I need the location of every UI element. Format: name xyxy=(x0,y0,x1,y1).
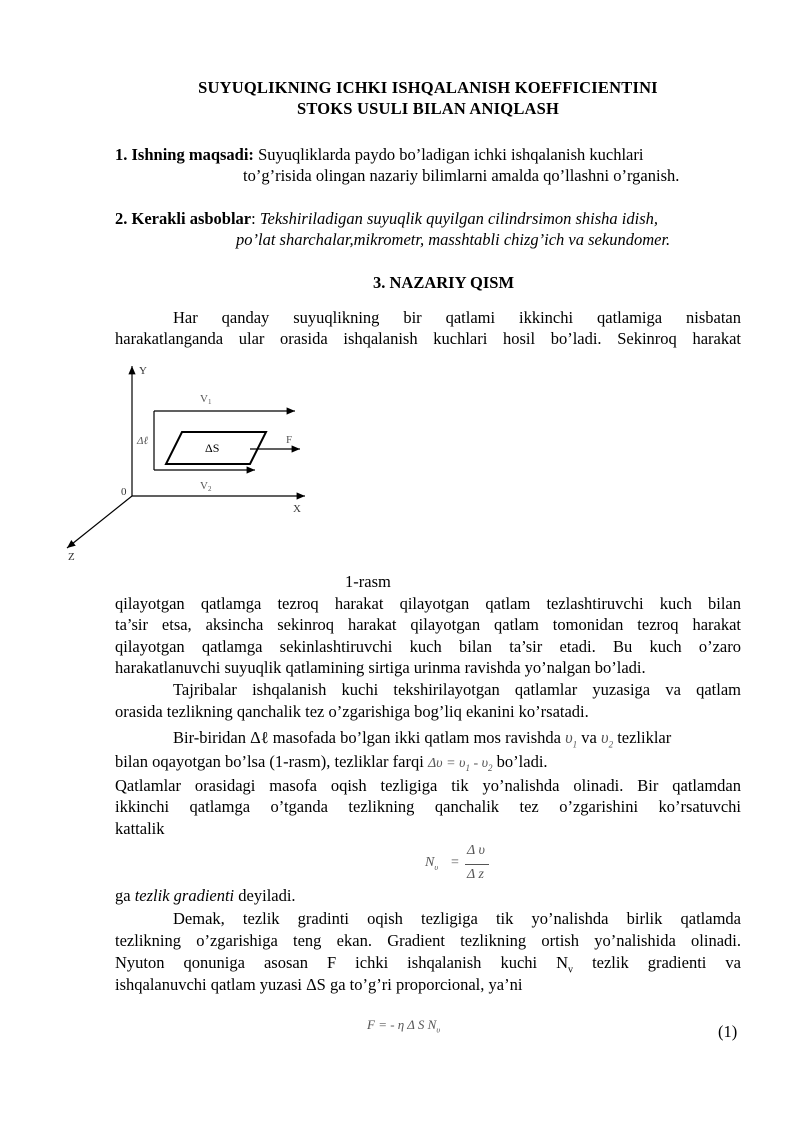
para4-line-2 xyxy=(115,752,548,773)
v1-label: V1 xyxy=(200,393,212,406)
velocity-difference-formula: $\Delta\upsilon = \upsilon_1 - \upsilon_2$ xyxy=(427,756,493,773)
section-1-line-1 xyxy=(115,145,643,165)
para2-line-1: qilayotgan qatlamga tezroq harakat qilayotgan qatlam tezlashtiruvchi kuch bilan xyxy=(115,594,741,613)
para6-line xyxy=(115,886,296,906)
origin-label: 0 xyxy=(121,486,127,498)
para5-line-2: ikkinchi qatlamga o’tganda tezlikning qanchalik tez o’zgarishini ko’rsatuvchi xyxy=(115,797,741,816)
section-2-colon: : xyxy=(251,209,260,228)
gradient-formula xyxy=(425,843,505,888)
section-2-text-2 xyxy=(236,230,670,250)
gradient-fraction-bar xyxy=(465,864,489,865)
para1-line-1: Har qanday suyuqlikning bir qatlami ikkinchi qatlamiga nisbatan xyxy=(173,308,741,327)
x-axis-label: X xyxy=(293,503,301,515)
para5-line-1: Qatlamlar orasidagi masofa oqish tezligiga tik yo’nalishda olinadi. Bir qatlamdan xyxy=(115,776,741,795)
para7-line-3b: tezlik gradienti va xyxy=(573,953,741,972)
z-axis-label: Z xyxy=(68,551,75,563)
para4-text-a: Bir-biridan Δℓ masofada bo’lgan ikki qatlam mos ravishda xyxy=(173,728,566,747)
gradient-numerator: Δ υ xyxy=(467,843,485,858)
y-axis-label: Y xyxy=(139,365,147,377)
para6-text-b: deyiladi. xyxy=(234,886,296,905)
para4-text-c: bilan oqayotgan bo’lsa (1-rasm), tezliklar farqi xyxy=(115,752,428,771)
para7-line-4: ishqalanuvchi qatlam yuzasi ΔS ga to’g’ri proporcional, ya’ni xyxy=(115,975,523,994)
title-line-1: SUYUQLIKNING ICHKI ISHQALANISH KOEFFICIENTINI xyxy=(198,78,658,97)
para4-text-va: va xyxy=(577,728,601,747)
gradient-denominator: Δ z xyxy=(467,867,484,882)
section-2-label: 2. Kerakli asboblar xyxy=(115,209,252,228)
para6-text-a: ga xyxy=(115,886,135,905)
force-label: F xyxy=(286,434,293,446)
figure-caption: 1-rasm xyxy=(345,572,391,591)
para1-line-2: harakatlanganda ular orasida ishqalanish kuchlari hosil bo’ladi. Sekinroq harakat xyxy=(115,329,741,348)
v2-symbol: $\upsilon_2$ xyxy=(601,728,614,750)
v1-symbol: $\upsilon_1$ xyxy=(565,728,578,750)
section-3-heading: 3. NAZARIY QISM xyxy=(373,273,515,292)
nv-subscript: v xyxy=(568,964,574,976)
section-2-text-2-italic: po’lat sharchalar,mikrometr, masshtabli chizg’ich va sekundomer. xyxy=(236,230,671,249)
para3-line-2: orasida tezlikning qanchalik tez o’zgarishiga bog’liq ekanini ko’rsatadi. xyxy=(115,702,589,721)
section-2-text-1: Tekshiriladigan suyuqlik quyilgan cilindrsimon shisha idish, xyxy=(259,209,659,228)
para5-line-3: kattalik xyxy=(115,819,165,838)
section-1-text-2: to’g’risida olingan nazariy bilimlarni amalda qo’llashni o’rganish. xyxy=(243,166,680,185)
delta-s-label: ΔS xyxy=(205,441,220,455)
para2-line-2: ta’sir etsa, aksincha sekinroq harakat qilayotgan qatlam tomonidan tezroq harakat xyxy=(115,615,741,634)
equation-number: (1) xyxy=(718,1022,738,1041)
gradient-lhs: $N_\upsilon$ xyxy=(425,855,439,872)
newton-formula: F = - η Δ S $N_\upsilon$ xyxy=(367,1017,440,1035)
z-axis-line xyxy=(67,496,132,548)
para3-line-1: Tajribalar ishqalanish kuchi tekshirilayotgan qatlamlar yuzasiga va qatlam xyxy=(173,680,741,699)
para7-line-3 xyxy=(115,953,741,975)
tezlik-gradienti-term: tezlik gradienti xyxy=(134,886,235,905)
title-line-2: STOKS USULI BILAN ANIQLASH xyxy=(296,99,560,118)
para4-text-b: tezliklar xyxy=(613,728,672,747)
delta-l-label: Δℓ xyxy=(137,435,149,447)
section-2-line-1 xyxy=(115,209,658,229)
para7-line-2: tezlikning o’zgarishiga teng ekan. Gradient tezlikning ortish yo’nalishida olinadi. xyxy=(115,931,741,950)
para7-line-3a: Nyuton qonuniga asosan F ichki ishqalanish kuchi N xyxy=(115,953,569,972)
v2-label: V2 xyxy=(200,480,212,493)
figure-1-diagram xyxy=(55,360,325,570)
gradient-equals: = xyxy=(451,855,459,870)
section-1-label: 1. Ishning maqsadi: xyxy=(115,145,254,164)
para7-line-1: Demak, tezlik gradinti oqish tezligiga tik yo’nalishda birlik qatlamda xyxy=(173,909,741,928)
para2-line-3: qilayotgan qatlamga sekinlashtiruvchi kuch bilan ta’sir etadi. Bu kuch o’zaro xyxy=(115,637,741,656)
para4-text-d: bo’ladi. xyxy=(492,752,548,771)
section-1-text-1: Suyuqliklarda paydo bo’ladigan ichki ishqalanish kuchlari xyxy=(253,145,644,164)
para2-line-4: harakatlanuvchi suyuqlik qatlamining sirtiga urinma ravishda yo’nalgan bo’ladi. xyxy=(115,658,646,677)
para4-line-1 xyxy=(173,728,671,749)
